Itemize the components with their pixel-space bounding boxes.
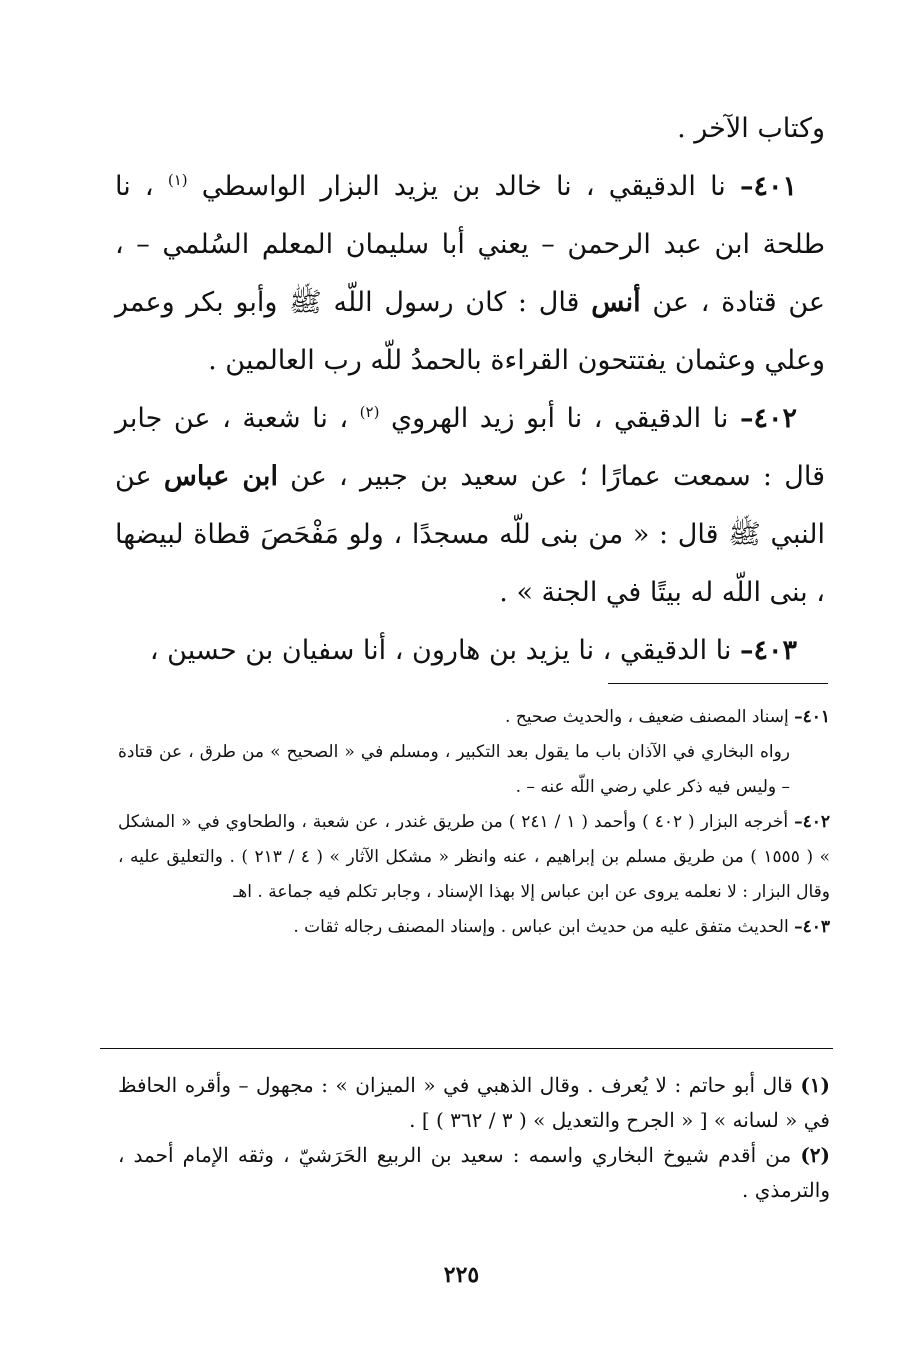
notes-divider [608, 683, 828, 684]
note-number: ٤٠٣– [794, 917, 830, 937]
footnote-1 [118, 1068, 830, 1138]
note-number: ٤٠١– [794, 707, 830, 727]
note-text: أخرجه البزار ( ٤٠٢ ) وأحمد ( ١ / ٢٤١ ) من طريق غندر ، عن شعبة ، والطحاوي في « المشكل » ( ١٥٥٥ ) من طريق مسلم بن إبراهيم ، عنه وانظر « مشكل الآثار » ( ٤ / ٢١٣ ) . والتعليق عليه ، وقال البزار : لا نعلمه يروى عن ابن عباس إلا بهذا الإسناد ، وجابر تكلم فيه جماعة . اهـ [118, 812, 831, 902]
footnotes-divider [100, 1048, 833, 1049]
isnad-part: ، نا طلحة ابن عبد الرحمن – يعني أبا سليمان المعلم السُلمي – ، عن قتادة ، عن [115, 171, 826, 318]
page-number: ٢٢٥ [443, 1262, 480, 1288]
footnote-number: (١) [800, 1073, 830, 1097]
footnote-2 [118, 1138, 830, 1208]
footnote-number: (٢) [800, 1143, 830, 1167]
footnote-text: قال أبو حاتم : لا يُعرف . وقال الذهبي في « الميزان » : مجهول – وأقره الحافظ في « لسانه » [ « الجرح والتعديل » ( ٣ / ٣٦٢ ) ] . [118, 1073, 830, 1132]
opening-line: وكتاب الآخر . [677, 113, 825, 144]
note-403 [118, 910, 830, 945]
footnotes [118, 1068, 830, 1208]
hadith-text: نا الدقيقي ، نا يزيد بن هارون ، أنا سفيان بن حسين ، [149, 635, 740, 666]
hadith-number: ٤٠٢– [739, 403, 797, 434]
hadith-text: قال : كان رسول اللّه ﷺ وأبو بكر وعمر وعلي وعثمان يفتتحون القراءة بالحمدُ للّه رب العالمين . [115, 287, 825, 376]
hadith-401 [115, 158, 825, 390]
note-text: إسناد المصنف ضعيف ، والحديث صحيح . [505, 707, 795, 727]
footnote-marker: (١) [167, 171, 188, 189]
note-number: ٤٠٢– [794, 812, 830, 832]
note-402 [118, 805, 830, 910]
isnad-part: نا الدقيقي ، نا خالد بن يزيد البزار الواسطي [187, 171, 740, 202]
hadith-403 [115, 622, 825, 680]
hadith-number: ٤٠٣– [739, 635, 797, 666]
hadith-text: عن النبي ﷺ قال : « من بنى للّه مسجدًا ، ولو مَفْحَصَ قطاة لبيضها ، بنى اللّه له بيتًا في الجنة » . [115, 461, 825, 608]
note-text: الحديث متفق عليه من حديث ابن عباس . وإسناد المصنف رجاله ثقات . [293, 917, 795, 937]
hadith-402 [115, 390, 825, 622]
note-401-detail: رواه البخاري في الآذان باب ما يقول بعد التكبير ، ومسلم في « الصحيح » من طرق ، عن قتادة – وليس فيه ذكر علي رضي اللّه عنه – . [118, 742, 790, 797]
isnad-part: نا الدقيقي ، نا أبو زيد الهروي [379, 403, 740, 434]
companion-name: ابن عباس [163, 461, 278, 492]
companion-name: أنس [591, 287, 641, 318]
main-text [115, 100, 825, 680]
isnad-part: ، نا شعبة ، عن جابر قال : سمعت عمارًا ؛ عن سعيد بن جبير ، عن [115, 403, 826, 492]
note-401 [118, 700, 830, 735]
footnote-text: من أقدم شيوخ البخاري واسمه : سعيد بن الربيع الحَرَشيّ ، وثقه الإمام أحمد ، والترمذي . [118, 1143, 830, 1202]
commentary-notes [118, 700, 830, 945]
footnote-marker: (٢) [359, 403, 380, 421]
hadith-number: ٤٠١– [740, 171, 798, 202]
